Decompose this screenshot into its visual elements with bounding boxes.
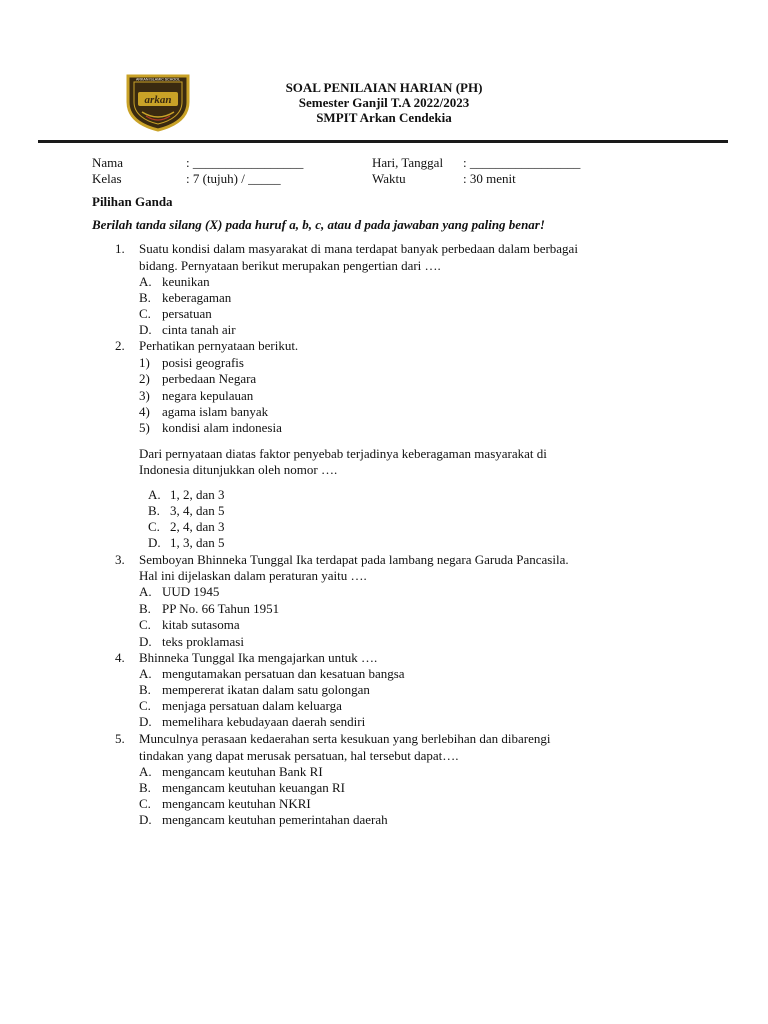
instruction: Berilah tanda silang (X) pada huruf a, b, c, atau d pada jawaban yang paling benar! <box>92 217 545 232</box>
q2-option-c[interactable]: 2, 4, dan 3 <box>170 519 225 534</box>
q1-option-c-letter[interactable]: C. <box>139 306 151 321</box>
logo-top-text: ARKAN ISLAMIC SCHOOL <box>136 77 180 82</box>
q4-option-b-letter[interactable]: B. <box>139 682 151 697</box>
q3-option-c-letter[interactable]: C. <box>139 617 151 632</box>
q5-option-b[interactable]: mengancam keutuhan keuangan RI <box>162 780 346 795</box>
header-semester: Semester Ganjil T.A 2022/2023 <box>298 95 470 110</box>
q5-option-c[interactable]: mengancam keutuhan NKRI <box>162 796 311 811</box>
q1-option-d[interactable]: cinta tanah air <box>162 322 236 337</box>
header-school: SMPIT Arkan Cendekia <box>316 110 452 125</box>
q2-item-number: 2) <box>139 371 150 386</box>
q2-item: agama islam banyak <box>162 404 269 419</box>
q4-option-a[interactable]: mengutamakan persatuan dan kesatuan bangsa <box>162 666 405 681</box>
q3-option-c[interactable]: kitab sutasoma <box>162 617 240 632</box>
q5-option-a[interactable]: mengancam keutuhan Bank RI <box>162 764 323 779</box>
q2-option-d-letter[interactable]: D. <box>148 535 161 550</box>
q5-text: Munculnya perasaan kedaerahan serta kesukuan yang berlebihan dan dibarengi <box>139 731 551 746</box>
q5-option-b-letter[interactable]: B. <box>139 780 151 795</box>
q2-item-number: 3) <box>139 388 150 403</box>
q4-option-d[interactable]: memelihara kebudayaan daerah sendiri <box>162 714 366 729</box>
header-divider <box>38 140 728 143</box>
header-title: SOAL PENILAIAN HARIAN (PH) <box>285 80 483 95</box>
q4-option-c[interactable]: menjaga persatuan dalam keluarga <box>162 698 342 713</box>
nama-label: Nama <box>92 155 124 170</box>
q2-item: posisi geografis <box>162 355 244 370</box>
kelas-label: Kelas <box>92 171 122 186</box>
q2-text: Perhatikan pernyataan berikut. <box>139 338 299 353</box>
q1-option-d-letter[interactable]: D. <box>139 322 152 337</box>
q3-number: 3. <box>115 552 125 567</box>
q1-option-a[interactable]: keunikan <box>162 274 210 289</box>
q2-number: 2. <box>115 338 125 353</box>
q5-option-d[interactable]: mengancam keutuhan pemerintahan daerah <box>162 812 388 827</box>
q3-option-b[interactable]: PP No. 66 Tahun 1951 <box>162 601 280 616</box>
q5-option-c-letter[interactable]: C. <box>139 796 151 811</box>
q5-text: tindakan yang dapat merusak persatuan, hal tersebut dapat…. <box>139 748 459 763</box>
section-title: Pilihan Ganda <box>92 194 173 209</box>
q1-option-b-letter[interactable]: B. <box>139 290 151 305</box>
q4-option-a-letter[interactable]: A. <box>139 666 152 681</box>
q4-text: Bhinneka Tunggal Ika mengajarkan untuk …. <box>139 650 378 665</box>
q1-text: Suatu kondisi dalam masyarakat di mana terdapat banyak perbedaan dalam berbagai <box>139 241 578 256</box>
q1-text: bidang. Pernyataan berikut merupakan pengertian dari …. <box>139 258 441 273</box>
q4-number: 4. <box>115 650 125 665</box>
q5-number: 5. <box>115 731 125 746</box>
q5-option-d-letter[interactable]: D. <box>139 812 152 827</box>
q3-option-b-letter[interactable]: B. <box>139 601 151 616</box>
q3-option-a[interactable]: UUD 1945 <box>162 584 220 599</box>
q3-text: Semboyan Bhinneka Tunggal Ika terdapat pada lambang negara Garuda Pancasila. <box>139 552 569 567</box>
q3-option-d[interactable]: teks proklamasi <box>162 634 244 649</box>
waktu-value: : 30 menit <box>463 171 516 186</box>
q2-option-b[interactable]: 3, 4, dan 5 <box>170 503 225 518</box>
q5-option-a-letter[interactable]: A. <box>139 764 152 779</box>
q4-option-b[interactable]: mempererat ikatan dalam satu golongan <box>162 682 370 697</box>
q3-text: Hal ini dijelaskan dalam peraturan yaitu …. <box>139 568 367 583</box>
q2-option-b-letter[interactable]: B. <box>148 503 160 518</box>
q3-option-d-letter[interactable]: D. <box>139 634 152 649</box>
q2-option-a[interactable]: 1, 2, dan 3 <box>170 487 225 502</box>
q1-option-c[interactable]: persatuan <box>162 306 212 321</box>
hari-field[interactable]: : _________________ <box>463 155 581 170</box>
q1-option-a-letter[interactable]: A. <box>139 274 152 289</box>
logo-mark-text: arkan <box>144 94 172 106</box>
q2-text: Indonesia ditunjukkan oleh nomor …. <box>139 462 338 477</box>
waktu-label: Waktu <box>372 171 406 186</box>
q4-option-c-letter[interactable]: C. <box>139 698 151 713</box>
hari-label: Hari, Tanggal <box>372 155 444 170</box>
q1-option-b[interactable]: keberagaman <box>162 290 232 305</box>
kelas-field[interactable]: : 7 (tujuh) / _____ <box>186 171 281 186</box>
q4-option-d-letter[interactable]: D. <box>139 714 152 729</box>
q2-item-number: 4) <box>139 404 150 419</box>
q2-item: kondisi alam indonesia <box>162 420 282 435</box>
q3-option-a-letter[interactable]: A. <box>139 584 152 599</box>
q1-number: 1. <box>115 241 125 256</box>
q2-item-number: 1) <box>139 355 150 370</box>
q2-item-number: 5) <box>139 420 150 435</box>
q2-option-c-letter[interactable]: C. <box>148 519 160 534</box>
q2-option-d[interactable]: 1, 3, dan 5 <box>170 535 225 550</box>
q2-text: Dari pernyataan diatas faktor penyebab terjadinya keberagaman masyarakat di <box>139 446 547 461</box>
nama-field[interactable]: : _________________ <box>186 155 304 170</box>
q2-item: perbedaan Negara <box>162 371 257 386</box>
q2-option-a-letter[interactable]: A. <box>148 487 161 502</box>
q2-item: negara kepulauan <box>162 388 254 403</box>
